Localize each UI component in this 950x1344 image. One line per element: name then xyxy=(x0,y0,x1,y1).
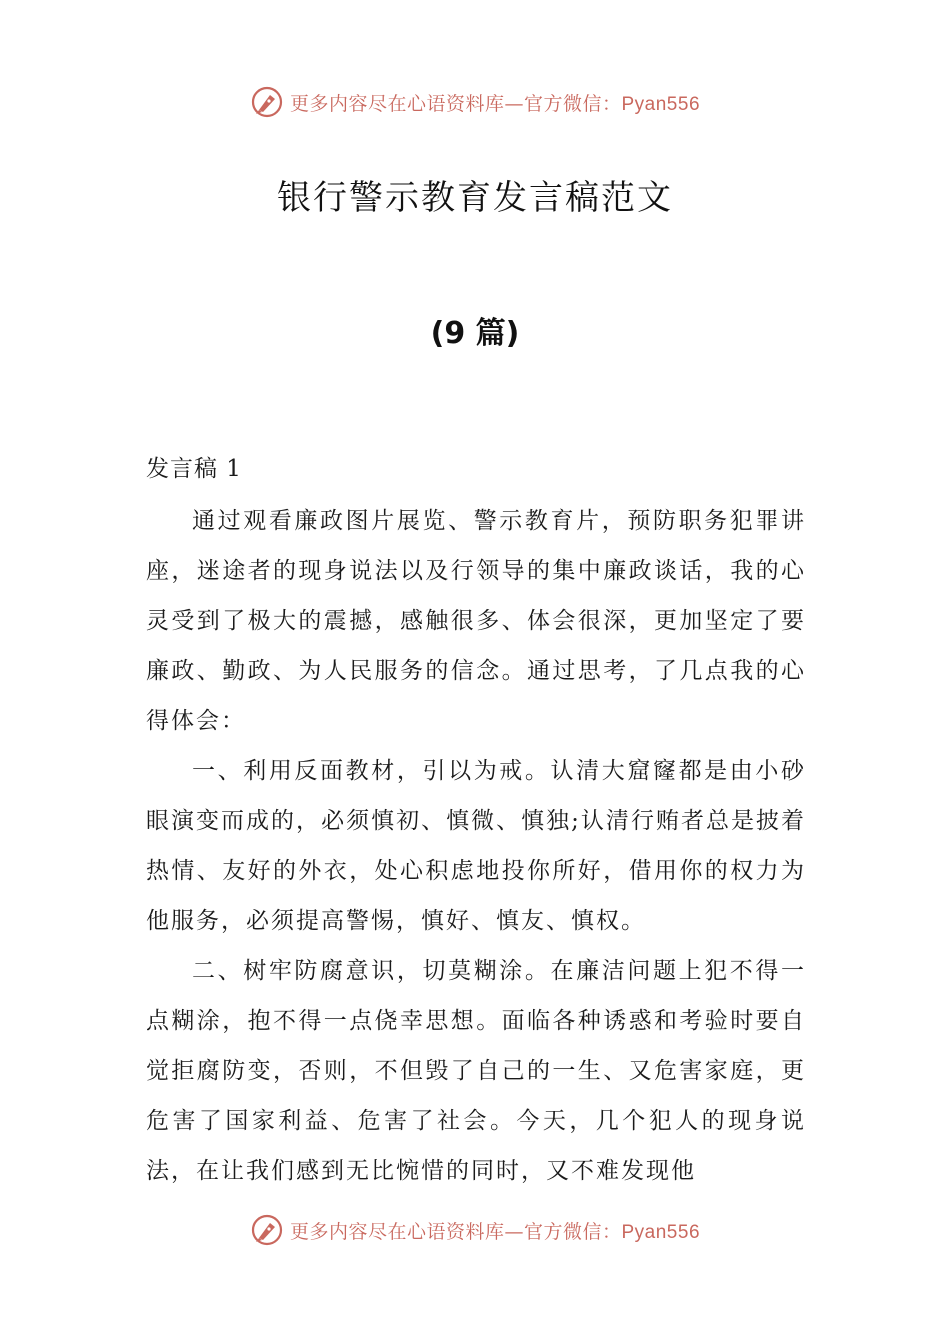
paragraph: 一、利用反面教材，引以为戒。认清大窟窿都是由小砂眼演变而成的，必须慎初、慎微、慎独;认清行贿者总是披着热情、友好的外衣，处心积虑地投你所好，借用你的权力为他服务，必须提高警惕，慎好、慎友、慎权。 xyxy=(146,758,806,934)
pen-nib-logo-icon xyxy=(250,85,284,119)
wechat-id: Pyan556 xyxy=(621,93,701,115)
section-heading: 发言稿 1 xyxy=(146,456,242,482)
document-body xyxy=(146,496,806,1196)
header-watermark-banner xyxy=(0,82,950,122)
document-title: 银行警示教育发言稿范文 xyxy=(277,178,673,218)
paragraph: 二、树牢防腐意识，切莫糊涂。在廉洁问题上犯不得一点糊涂，抱不得一点侥幸思想。面临各种诱惑和考验时要自觉拒腐防变，否则，不但毁了自己的一生、又危害家庭，更危害了国家利益、危害了社会。今天，几个犯人的现身说法，在让我们感到无比惋惜的同时，又不难发现他 xyxy=(146,958,806,1184)
wechat-id: Pyan556 xyxy=(621,1221,701,1243)
paragraph: 通过观看廉政图片展览、警示教育片，预防职务犯罪讲座，迷途者的现身说法以及行领导的集中廉政谈话，我的心灵受到了极大的震撼，感触很多、体会很深，更加坚定了要廉政、勤政、为人民服务的信念。通过思考，了几点我的心得体会： xyxy=(146,508,806,734)
watermark-text: 更多内容尽在心语资料库—官方微信：Pyan556 xyxy=(289,1220,701,1243)
pen-nib-logo-icon xyxy=(250,1213,284,1247)
footer-watermark-banner xyxy=(0,1210,950,1250)
document-subtitle: (9 篇) xyxy=(430,316,520,351)
watermark-text: 更多内容尽在心语资料库—官方微信：Pyan556 xyxy=(289,92,701,115)
